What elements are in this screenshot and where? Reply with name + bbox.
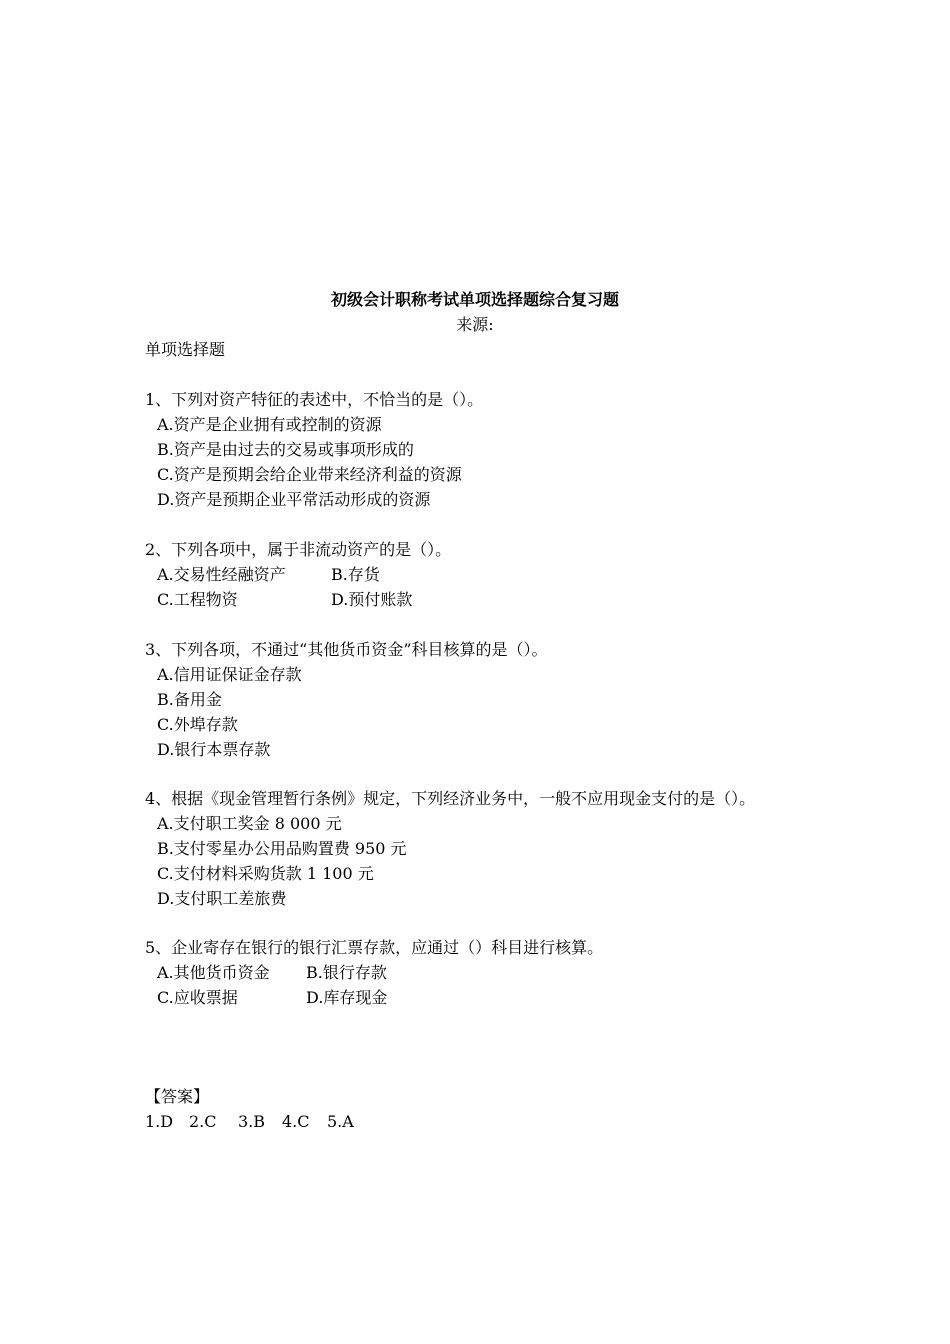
- question-5-option-c: C.应收票据: [157, 988, 238, 1007]
- question-1-stem: 1、下列对资产特征的表述中，不恰当的是（）。: [145, 390, 484, 409]
- question-4-option-a: A.支付职工奖金 8 000 元: [157, 814, 342, 833]
- section-heading: 单项选择题: [145, 340, 226, 359]
- answers-row: [145, 1112, 354, 1132]
- question-3-option-c: C.外埠存款: [157, 715, 238, 734]
- question-4-option-b: B.支付零星办公用品购置费 950 元: [157, 839, 407, 858]
- question-3-option-b: B.备用金: [157, 690, 222, 709]
- answer-2: 2.C: [189, 1112, 217, 1131]
- answers-heading: 【答案】: [145, 1087, 210, 1106]
- question-1-option-a: A.资产是企业拥有或控制的资源: [157, 415, 382, 434]
- answer-4: 4.C: [282, 1112, 310, 1131]
- question-2-option-a: A.交易性经融资产: [157, 565, 286, 584]
- question-1-option-b: B.资产是由过去的交易或事项形成的: [157, 440, 414, 459]
- question-2-option-b: B.存货: [331, 565, 380, 584]
- question-5-option-d: D.库存现金: [306, 988, 388, 1007]
- question-4-option-d: D.支付职工差旅费: [157, 889, 287, 908]
- question-3-stem: 3、下列各项，不通过“其他货币资金”科目核算的是（）。: [145, 640, 548, 659]
- answer-3: 3.B: [238, 1112, 266, 1131]
- question-5-option-a: A.其他货币资金: [157, 963, 270, 982]
- question-3-option-a: A.信用证保证金存款: [157, 665, 302, 684]
- question-2-option-c: C.工程物资: [157, 590, 238, 609]
- question-5-option-b: B.银行存款: [306, 963, 387, 982]
- question-5-stem: 5、企业寄存在银行的银行汇票存款，应通过（）科目进行核算。: [145, 938, 604, 957]
- question-2-stem: 2、下列各项中，属于非流动资产的是（）。: [145, 540, 452, 559]
- question-2-option-d: D.预付账款: [331, 590, 413, 609]
- document-title: 初级会计职称考试单项选择题综合复习题: [330, 290, 619, 309]
- answer-5: 5.A: [327, 1112, 354, 1131]
- answer-1: 1.D: [145, 1112, 174, 1131]
- question-4-stem: 4、根据《现金管理暂行条例》规定，下列经济业务中，一般不应用现金支付的是（）。: [145, 789, 756, 808]
- question-3-option-d: D.银行本票存款: [157, 740, 271, 759]
- question-1-option-c: C.资产是预期会给企业带来经济利益的资源: [157, 465, 462, 484]
- source-label: 来源:: [456, 315, 494, 334]
- question-4-option-c: C.支付材料采购货款 1 100 元: [157, 864, 374, 883]
- question-1-option-d: D.资产是预期企业平常活动形成的资源: [157, 490, 431, 509]
